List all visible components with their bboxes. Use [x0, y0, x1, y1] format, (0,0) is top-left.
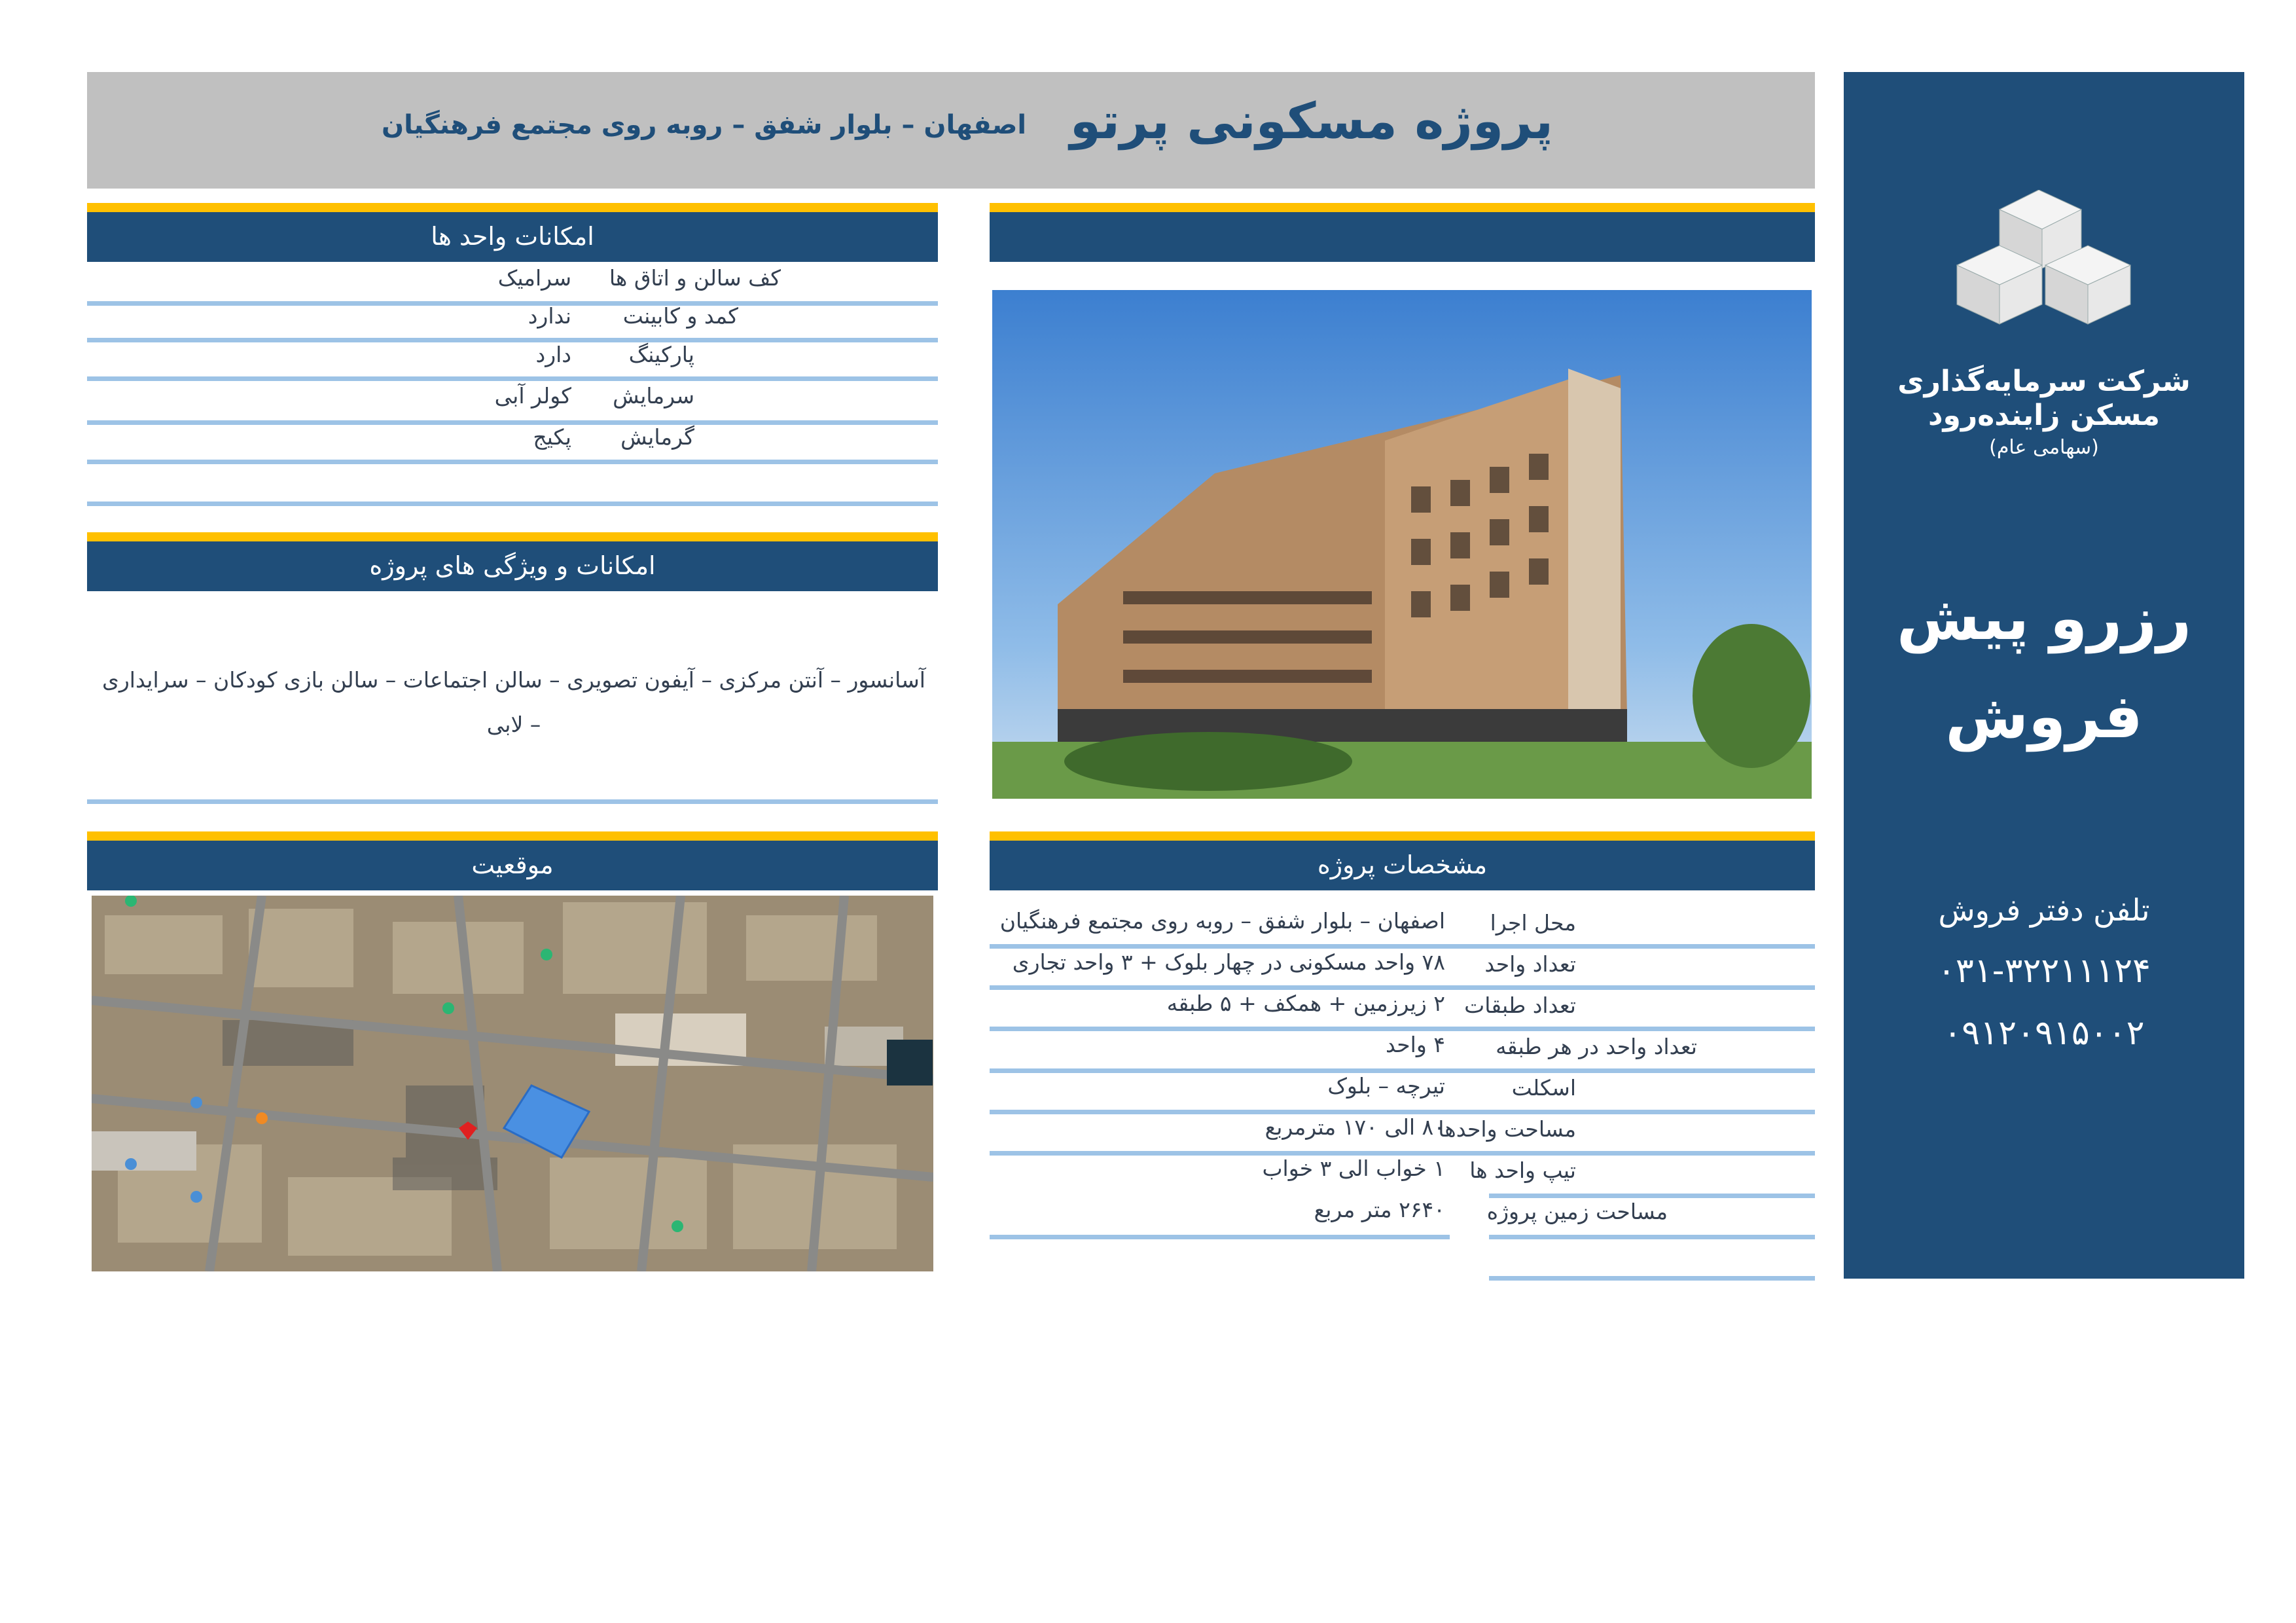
divider [87, 376, 938, 381]
presale-line2: فروش [1945, 682, 2143, 752]
divider [87, 420, 938, 425]
spec-label: مساحت زمین پروژه [1486, 1199, 1668, 1224]
spec-value: تیرچه – بلوک [1327, 1073, 1445, 1099]
divider [87, 501, 938, 506]
building-rendering [992, 290, 1812, 799]
spec-value: ۷۸ واحد مسکونی در چهار بلوک + ۳ واحد تجاری [1012, 949, 1445, 975]
phone-number-mobile[interactable]: ۰۹۱۲۰۹۱۵۰۰۲ [1943, 1013, 2145, 1053]
spec-label: تعداد واحد [1484, 951, 1576, 977]
specs-heading: مشخصات پروژه [990, 831, 1815, 890]
phone-label: تلفن دفتر فروش [1938, 892, 2150, 928]
title-banner [87, 72, 1815, 189]
divider [87, 338, 938, 342]
unit-row-label: پارکینگ [628, 342, 694, 367]
spec-value: ۸۰ الی ۱۷۰ مترمربع [1265, 1114, 1445, 1140]
divider [87, 460, 938, 464]
company-logo-cubes-icon [1954, 190, 2134, 354]
divider [990, 1151, 1815, 1156]
spec-label: تیپ واحد ها [1469, 1158, 1576, 1183]
spec-value: ۲ زیرزمین + همکف + ۵ طبقه [1166, 991, 1445, 1016]
divider [990, 1068, 1815, 1073]
features-text: آسانسور – آنتن مرکزی – آیفون تصویری – سالن اجتماعات – سالن بازی کودکان – سرایداری – لابی [102, 667, 925, 737]
page-title: پروژه مسکونی پرتو [1069, 92, 1553, 150]
image-heading-bar [990, 203, 1815, 262]
phone-number-office[interactable]: ۰۳۱-۳۲۲۱۱۱۲۴ [1937, 951, 2151, 991]
spec-value: اصفهان – بلوار شفق – روبه روی مجتمع فرهنگیان [999, 908, 1445, 934]
unit-row-label: سرمایش [613, 383, 694, 409]
spec-value: ۲۶۴۰ متر مربع [1314, 1197, 1445, 1222]
spec-label: محل اجرا [1490, 910, 1576, 936]
location-heading: موقعیت [87, 831, 938, 890]
unit-row-label: گرمایش [620, 424, 694, 450]
company-name-line2: مسکن زاینده‌رود [1928, 399, 2161, 432]
divider [990, 944, 1815, 949]
spec-label: مساحت واحدها [1438, 1116, 1576, 1142]
presale-line1: رزرو پیش [1896, 583, 2192, 653]
divider [1489, 1276, 1815, 1281]
company-name-line1: شرکت سرمایه‌گذاری [1897, 365, 2191, 398]
unit-row-value: دارد [535, 342, 571, 367]
divider [87, 301, 938, 306]
unit-row-value: سرامیک [497, 265, 571, 291]
unit-row-value: ندارد [528, 303, 571, 329]
unit-row-label: کمد و کابینت [622, 303, 738, 329]
spec-label: اسکلت [1511, 1075, 1576, 1101]
spec-label: تعداد طبقات [1464, 993, 1576, 1018]
project-address: اصفهان – بلوار شفق – روبه روی مجتمع فرهنگیان [382, 110, 1027, 140]
unit-row-label: کف سالن و اتاق ها [609, 265, 781, 291]
spec-value: ۴ واحد [1385, 1032, 1445, 1057]
divider [990, 1110, 1815, 1114]
spec-value: ۱ خواب الی ۳ خواب [1262, 1156, 1445, 1181]
company-name-line3: (سهامی عام) [1989, 436, 2099, 459]
divider [87, 799, 938, 804]
units-heading: امکانات واحد ها [87, 203, 938, 262]
sales-sidebar [1844, 72, 2244, 1279]
unit-row-value: پکیج [533, 424, 571, 450]
features-heading: امکانات و ویژگی های پروژه [87, 532, 938, 591]
location-map[interactable] [92, 896, 933, 1271]
divider [990, 1027, 1815, 1031]
divider [1489, 1194, 1815, 1198]
unit-row-value: کولر آبی [494, 383, 571, 409]
divider [1489, 1235, 1815, 1239]
spec-label: تعداد واحد در هر طبقه [1496, 1034, 1697, 1059]
divider [990, 985, 1815, 990]
divider [990, 1235, 1450, 1239]
